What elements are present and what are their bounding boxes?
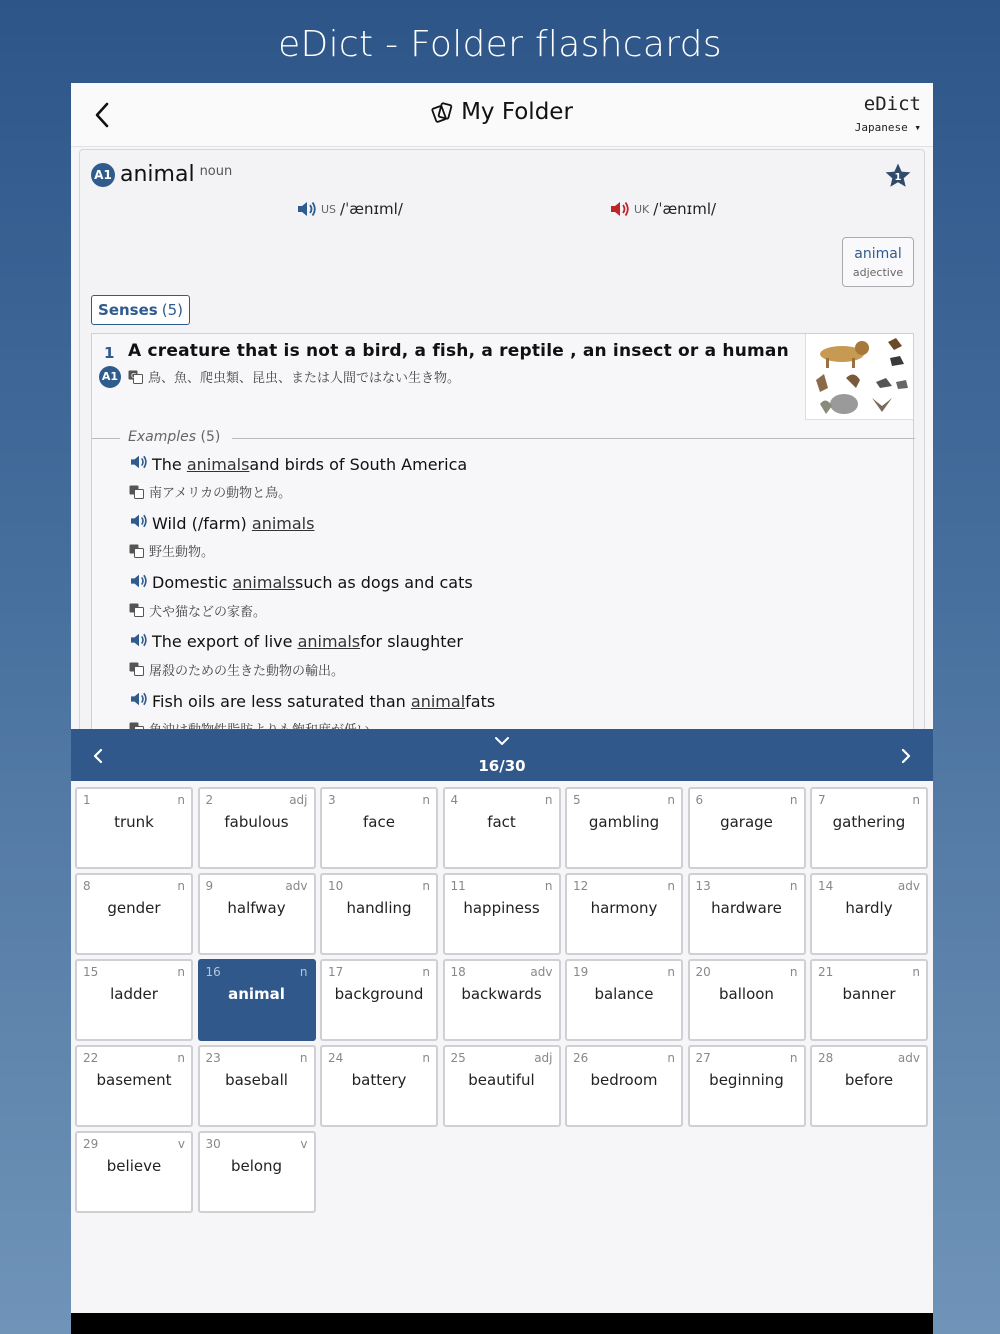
example-sentence[interactable]: [129, 513, 495, 533]
card-pos: n: [177, 793, 185, 807]
card-number: 3: [328, 793, 336, 807]
card-number: 21: [818, 965, 834, 979]
translate-icon: [129, 662, 144, 676]
card-number: 28: [818, 1051, 834, 1065]
speaker-icon: [609, 200, 631, 218]
card-word: gambling: [588, 813, 660, 831]
speaker-icon: [296, 200, 318, 218]
card-pos: n: [912, 965, 920, 979]
translate-icon: [128, 370, 143, 384]
card-pos: v: [177, 1137, 185, 1151]
dictionary-selector[interactable]: [855, 93, 921, 134]
flashcards-icon: [431, 101, 455, 129]
sense-translation: [128, 367, 460, 386]
card-word: harmony: [590, 899, 658, 917]
card-word: believe: [106, 1157, 162, 1175]
card-word: baseball: [225, 1071, 288, 1089]
card-pos: n: [789, 1051, 798, 1065]
card-number: 7: [818, 793, 826, 807]
example-text: Wild (/farm): [152, 513, 247, 533]
level-badge: A1: [99, 366, 121, 388]
speaker-icon[interactable]: [129, 632, 149, 652]
card-number: 12: [573, 879, 589, 893]
flashcard-cell[interactable]: [198, 787, 316, 869]
region-label: US: [321, 202, 337, 216]
animals-illustration[interactable]: [805, 334, 913, 420]
card-pos: adv: [530, 965, 553, 979]
sense-definition: A creature that is not a bird, a fish, a reptile , an insect or a human: [128, 341, 789, 361]
card-word: garage: [720, 813, 773, 831]
card-word: bedroom: [590, 1071, 658, 1089]
pronunciation-us[interactable]: [296, 200, 403, 218]
card-number: 1: [83, 793, 91, 807]
flashcard-cell[interactable]: [320, 959, 438, 1041]
flashcard-cell[interactable]: [443, 959, 561, 1041]
card-word: gender: [107, 899, 161, 917]
card-pos: n: [667, 1051, 675, 1065]
brand-name: eDict: [863, 93, 921, 115]
card-word: balance: [594, 985, 654, 1003]
card-number: 17: [328, 965, 344, 979]
card-word: face: [363, 813, 395, 831]
sense-number: 1: [104, 344, 115, 362]
flashcard-cell[interactable]: [810, 787, 928, 869]
card-number: 23: [205, 1051, 221, 1065]
card-pos: n: [912, 793, 920, 807]
card-pos: n: [299, 965, 308, 979]
card-pos: n: [177, 1051, 185, 1065]
flashcard-cell[interactable]: [75, 959, 193, 1041]
card-word: beginning: [709, 1071, 784, 1089]
chevron-down-icon: [492, 734, 512, 748]
card-word: before: [844, 1071, 894, 1089]
flashcard-cell[interactable]: [75, 1131, 193, 1213]
flashcard-cell[interactable]: [75, 1045, 193, 1127]
examples-header: [92, 428, 915, 448]
speaker-icon[interactable]: [129, 573, 149, 593]
card-pos: n: [299, 1051, 308, 1065]
card-number: 22: [83, 1051, 99, 1065]
card-pos: n: [422, 965, 430, 979]
example-keyword[interactable]: animal: [410, 691, 466, 711]
entry-header: [91, 162, 232, 187]
example-sentence[interactable]: [129, 632, 495, 652]
language-select[interactable]: Japanese ▾: [854, 121, 921, 134]
flashcard-cell[interactable]: [565, 959, 683, 1041]
flashcard-cell[interactable]: [320, 1045, 438, 1127]
card-pos: adj: [289, 793, 308, 807]
bottom-bar: [71, 1313, 933, 1334]
example-text: Domestic: [152, 573, 228, 593]
flashcard-cell[interactable]: [688, 787, 806, 869]
card-word: fact: [487, 813, 516, 831]
card-word: fabulous: [224, 813, 289, 831]
collapse-panel-button[interactable]: [492, 733, 512, 747]
flashcard-cell[interactable]: [320, 787, 438, 869]
example-translation: 犬や猫などの家畜。: [129, 601, 495, 620]
card-number: 16: [205, 965, 221, 979]
card-pos: adv: [897, 1051, 920, 1065]
example-keyword[interactable]: animals: [297, 632, 361, 652]
flashcard-cell[interactable]: [198, 1045, 316, 1127]
card-pos: n: [667, 793, 675, 807]
example-item: [129, 573, 495, 632]
flashcard-cell[interactable]: [565, 1045, 683, 1127]
flashcard-cell[interactable]: [75, 873, 193, 955]
related-word-button[interactable]: [842, 237, 914, 287]
example-item: [129, 513, 495, 572]
card-number: 30: [205, 1137, 221, 1151]
card-number: 25: [450, 1051, 466, 1065]
favorite-button[interactable]: [884, 162, 912, 194]
card-pos: n: [544, 879, 553, 893]
example-text: and birds of South America: [249, 454, 468, 474]
example-sentence[interactable]: [129, 454, 495, 474]
card-number: 24: [328, 1051, 344, 1065]
ipa-text: /ˈænɪml/: [340, 200, 403, 218]
card-word: beautiful: [468, 1071, 535, 1089]
card-number: 5: [573, 793, 581, 807]
example-keyword[interactable]: animals: [251, 513, 315, 533]
card-pos: n: [422, 1051, 430, 1065]
example-sentence[interactable]: [129, 573, 495, 593]
examples-list: [129, 454, 495, 749]
flashcard-cell[interactable]: [443, 787, 561, 869]
card-pos: n: [667, 879, 675, 893]
nav-bar: [71, 83, 933, 147]
example-text: Fish oils are less saturated than: [152, 691, 406, 711]
example-item: [129, 632, 495, 691]
card-number: 8: [83, 879, 91, 893]
star-icon: [884, 162, 912, 190]
flashcard-nav-bar: [71, 729, 933, 781]
card-number: 10: [328, 879, 344, 893]
flashcard-cell[interactable]: [565, 787, 683, 869]
card-number: 20: [695, 965, 711, 979]
card-pos: n: [667, 965, 675, 979]
example-text: such as dogs and cats: [295, 573, 473, 593]
card-word: background: [334, 985, 424, 1003]
card-number: 18: [450, 965, 466, 979]
example-sentence[interactable]: [129, 691, 495, 711]
related-word: animal: [854, 246, 902, 262]
animals-image: [806, 334, 914, 420]
card-word: backwards: [461, 985, 542, 1003]
examples-label: Examples (5): [128, 429, 221, 445]
card-word: happiness: [463, 899, 540, 917]
translate-icon: [129, 485, 144, 499]
sense-panel: [91, 333, 914, 749]
card-pos: adv: [897, 879, 920, 893]
card-word: gathering: [832, 813, 906, 831]
card-word: basement: [96, 1071, 172, 1089]
card-pos: n: [177, 879, 185, 893]
card-word: balloon: [719, 985, 774, 1003]
example-translation: 南アメリカの動物と鳥。: [129, 482, 495, 501]
card-number: 6: [695, 793, 704, 807]
card-word: hardly: [845, 899, 893, 917]
flashcard-cell[interactable]: [443, 873, 561, 955]
flashcard-cell[interactable]: [688, 873, 806, 955]
card-number: 4: [450, 793, 459, 807]
card-pos: n: [422, 879, 430, 893]
card-word: battery: [351, 1071, 407, 1089]
card-pos: adv: [285, 879, 308, 893]
next-card-button[interactable]: [893, 743, 919, 769]
card-pos: n: [177, 965, 185, 979]
example-item: [129, 454, 495, 513]
senses-count: (5): [161, 301, 183, 319]
card-counter: 16/30: [478, 757, 526, 775]
card-number: 29: [83, 1137, 99, 1151]
card-word: hardware: [711, 899, 782, 917]
example-text: The: [152, 454, 182, 474]
senses-label: Senses: [98, 301, 158, 319]
speaker-icon[interactable]: [129, 691, 149, 711]
page-title-text: My Folder: [461, 99, 573, 125]
card-number: 11: [450, 879, 466, 893]
translate-icon: [129, 603, 144, 617]
entry-card: [79, 149, 925, 749]
card-word: animal: [228, 985, 285, 1003]
card-word: trunk: [114, 813, 154, 831]
card-word: halfway: [227, 899, 286, 917]
headword: animal: [120, 162, 195, 187]
flashcard-cell[interactable]: [320, 873, 438, 955]
related-pos: adjective: [852, 266, 904, 279]
flashcard-cell[interactable]: [75, 787, 193, 869]
star-count: 1: [894, 172, 902, 183]
card-pos: n: [422, 793, 430, 807]
card-pos: n: [789, 879, 798, 893]
card-pos: n: [789, 965, 798, 979]
flashcard-cell[interactable]: [198, 873, 316, 955]
sense-level: [99, 365, 121, 388]
part-of-speech: noun: [199, 164, 233, 179]
flashcard-cell[interactable]: [810, 873, 928, 955]
level-badge: A1: [91, 163, 115, 187]
page-title: [71, 99, 933, 129]
flashcard-cell[interactable]: [688, 959, 806, 1041]
example-text: The export of live: [152, 632, 293, 652]
flashcard-panel: [71, 729, 933, 1334]
example-text: for slaughter: [360, 632, 463, 652]
chevron-right-icon: [893, 743, 919, 769]
card-pos: n: [544, 793, 553, 807]
example-keyword[interactable]: animals: [186, 454, 250, 474]
example-translation: 屠殺のための生きた動物の輸出。: [129, 660, 495, 679]
card-word: belong: [230, 1157, 283, 1175]
example-text: fats: [465, 691, 496, 711]
app-banner-title: eDict - Folder flashcards: [278, 24, 722, 65]
card-number: 15: [83, 965, 99, 979]
card-number: 14: [818, 879, 834, 893]
speaker-icon[interactable]: [129, 513, 149, 533]
card-word: handling: [346, 899, 412, 917]
translate-icon: [129, 544, 144, 558]
flashcard-cell[interactable]: [198, 959, 316, 1041]
card-number: 13: [695, 879, 711, 893]
flashcard-cell[interactable]: [198, 1131, 316, 1213]
region-label: UK: [634, 202, 650, 216]
card-pos: adj: [534, 1051, 553, 1065]
card-number: 9: [205, 879, 214, 893]
flashcard-cell[interactable]: [565, 873, 683, 955]
translation-text: 鳥、魚、爬虫類、昆虫、または人間ではない生き物。: [148, 371, 461, 386]
pronunciation-uk[interactable]: [609, 200, 716, 218]
example-keyword[interactable]: animals: [232, 573, 296, 593]
flashcard-cell[interactable]: [688, 1045, 806, 1127]
card-number: 2: [205, 793, 214, 807]
example-translation: 野生動物。: [129, 541, 495, 560]
device-screen: [71, 83, 933, 1334]
flashcard-cell[interactable]: [810, 959, 928, 1041]
senses-tab[interactable]: [91, 295, 190, 325]
card-word: banner: [842, 985, 896, 1003]
flashcard-cell[interactable]: [443, 1045, 561, 1127]
card-number: 27: [695, 1051, 711, 1065]
card-pos: v: [300, 1137, 308, 1151]
ipa-text: /ˈænɪml/: [653, 200, 717, 218]
card-pos: n: [789, 793, 798, 807]
speaker-icon[interactable]: [129, 454, 149, 474]
flashcard-cell[interactable]: [810, 1045, 928, 1127]
card-word: ladder: [110, 985, 158, 1003]
card-number: 19: [573, 965, 589, 979]
card-number: 26: [573, 1051, 589, 1065]
svg-text:G: G: [131, 371, 137, 380]
